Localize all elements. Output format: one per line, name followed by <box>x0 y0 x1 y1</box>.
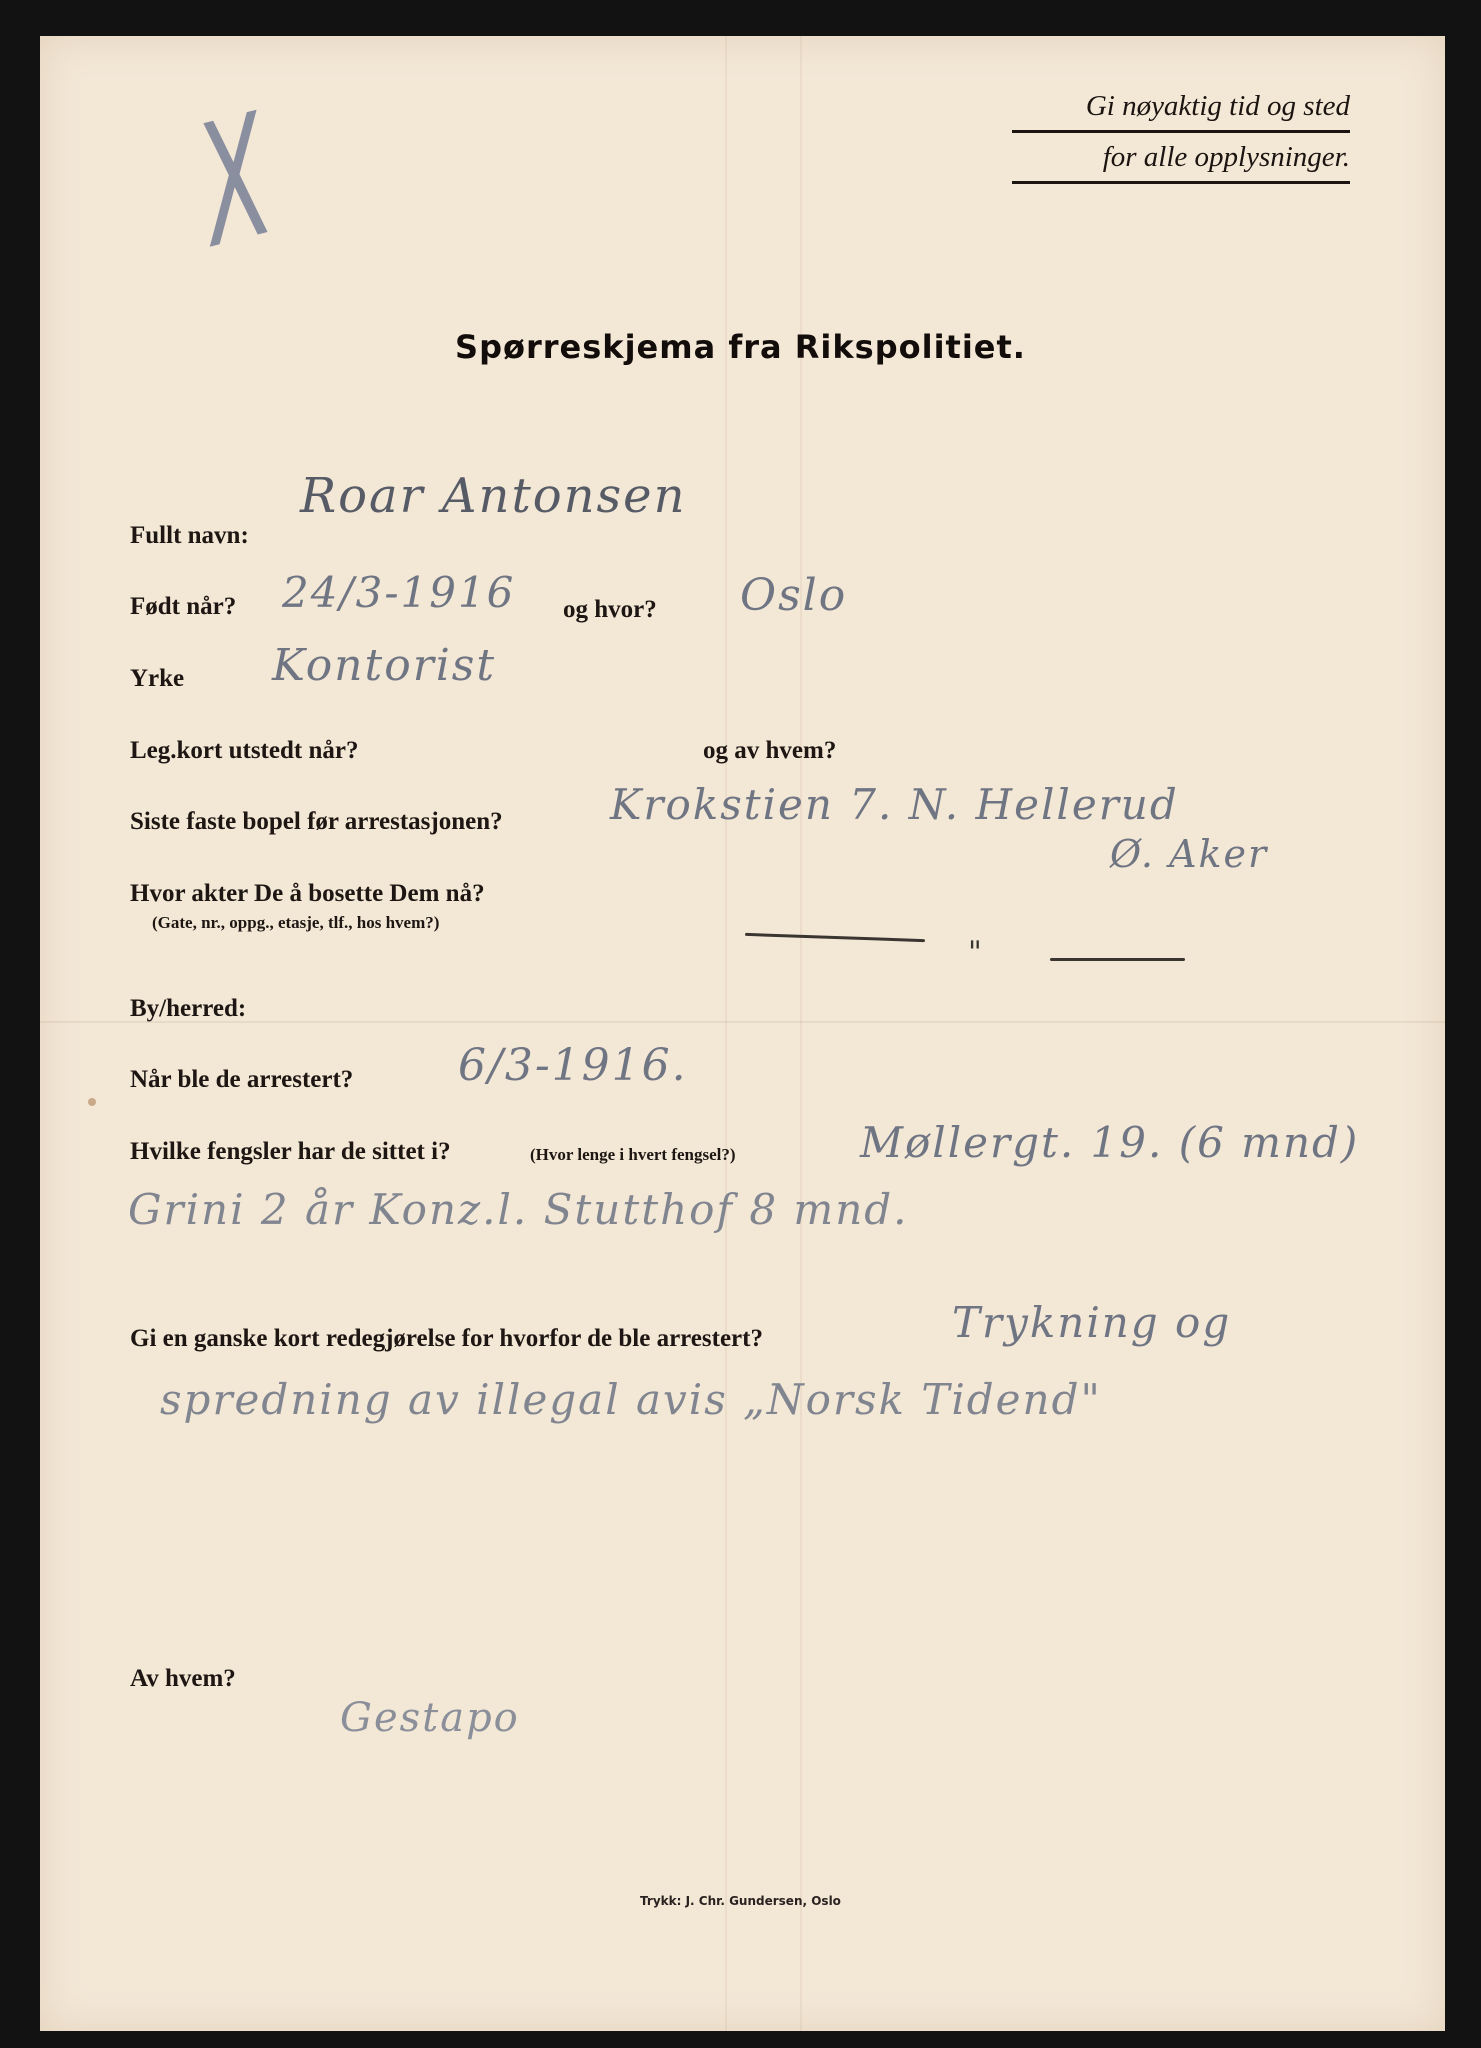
value-intended-residence: " <box>968 935 984 970</box>
label-by-whom: Av hvem? <box>130 1665 236 1692</box>
label-id-card-by: og av hvem? <box>703 737 837 764</box>
label-born-where: og hvor? <box>563 596 657 623</box>
label-municipality: By/herred: <box>130 995 247 1022</box>
sublabel-intended-residence: (Gate, nr., oppg., etasje, tlf., hos hvem?) <box>152 913 440 932</box>
notice-line-1: Gi nøyaktig tid og sted <box>1012 82 1350 133</box>
value-prisons-line1: Møllergt. 19. (6 mnd) <box>860 1118 1360 1167</box>
notice-line-2: for alle opplysninger. <box>1012 133 1350 184</box>
value-full-name: Roar Antonsen <box>300 468 687 524</box>
value-arrested-when: 6/3-1916. <box>458 1040 688 1091</box>
blank-dash <box>1050 958 1185 961</box>
value-occupation: Kontorist <box>272 640 497 691</box>
value-born-where: Oslo <box>740 570 848 621</box>
label-born-when: Født når? <box>130 593 237 620</box>
label-arrested-when: Når ble de arrestert? <box>130 1066 354 1093</box>
label-occupation: Yrke <box>130 665 185 692</box>
value-prisons-line2: Grini 2 år Konz.l. Stutthof 8 mnd. <box>128 1185 909 1234</box>
label-last-residence: Siste faste bopel før arrestasjonen? <box>130 808 503 835</box>
label-prisons: Hvilke fengsler har de sittet i? <box>130 1138 451 1165</box>
label-reason: Gi en ganske kort redegjørelse for hvorfor de ble arrestert? <box>130 1325 763 1352</box>
label-id-card-when: Leg.kort utstedt når? <box>130 737 359 764</box>
printer-credit: Trykk: J. Chr. Gundersen, Oslo <box>640 1894 841 1908</box>
value-by-whom: Gestapo <box>340 1695 520 1741</box>
value-reason-line1: Trykning og <box>952 1298 1232 1347</box>
fold-line <box>40 1021 1445 1023</box>
value-born-when: 24/3-1916 <box>282 568 516 617</box>
margin-mark: X <box>195 75 274 289</box>
label-intended-residence: Hvor akter De å bosette Dem nå? <box>130 880 485 907</box>
label-full-name: Fullt navn: <box>130 522 249 549</box>
instruction-notice <box>1012 82 1350 184</box>
sublabel-prisons: (Hvor lenge i hvert fengsel?) <box>530 1145 736 1164</box>
value-last-residence-line1: Krokstien 7. N. Hellerud <box>610 780 1179 829</box>
value-last-residence-line2: Ø. Aker <box>1110 832 1269 876</box>
paper-spot <box>88 1098 96 1106</box>
value-reason-line2: spredning av illegal avis „Norsk Tidend" <box>160 1375 1102 1424</box>
form-title: Spørreskjema fra Rikspolitiet. <box>455 328 1026 366</box>
